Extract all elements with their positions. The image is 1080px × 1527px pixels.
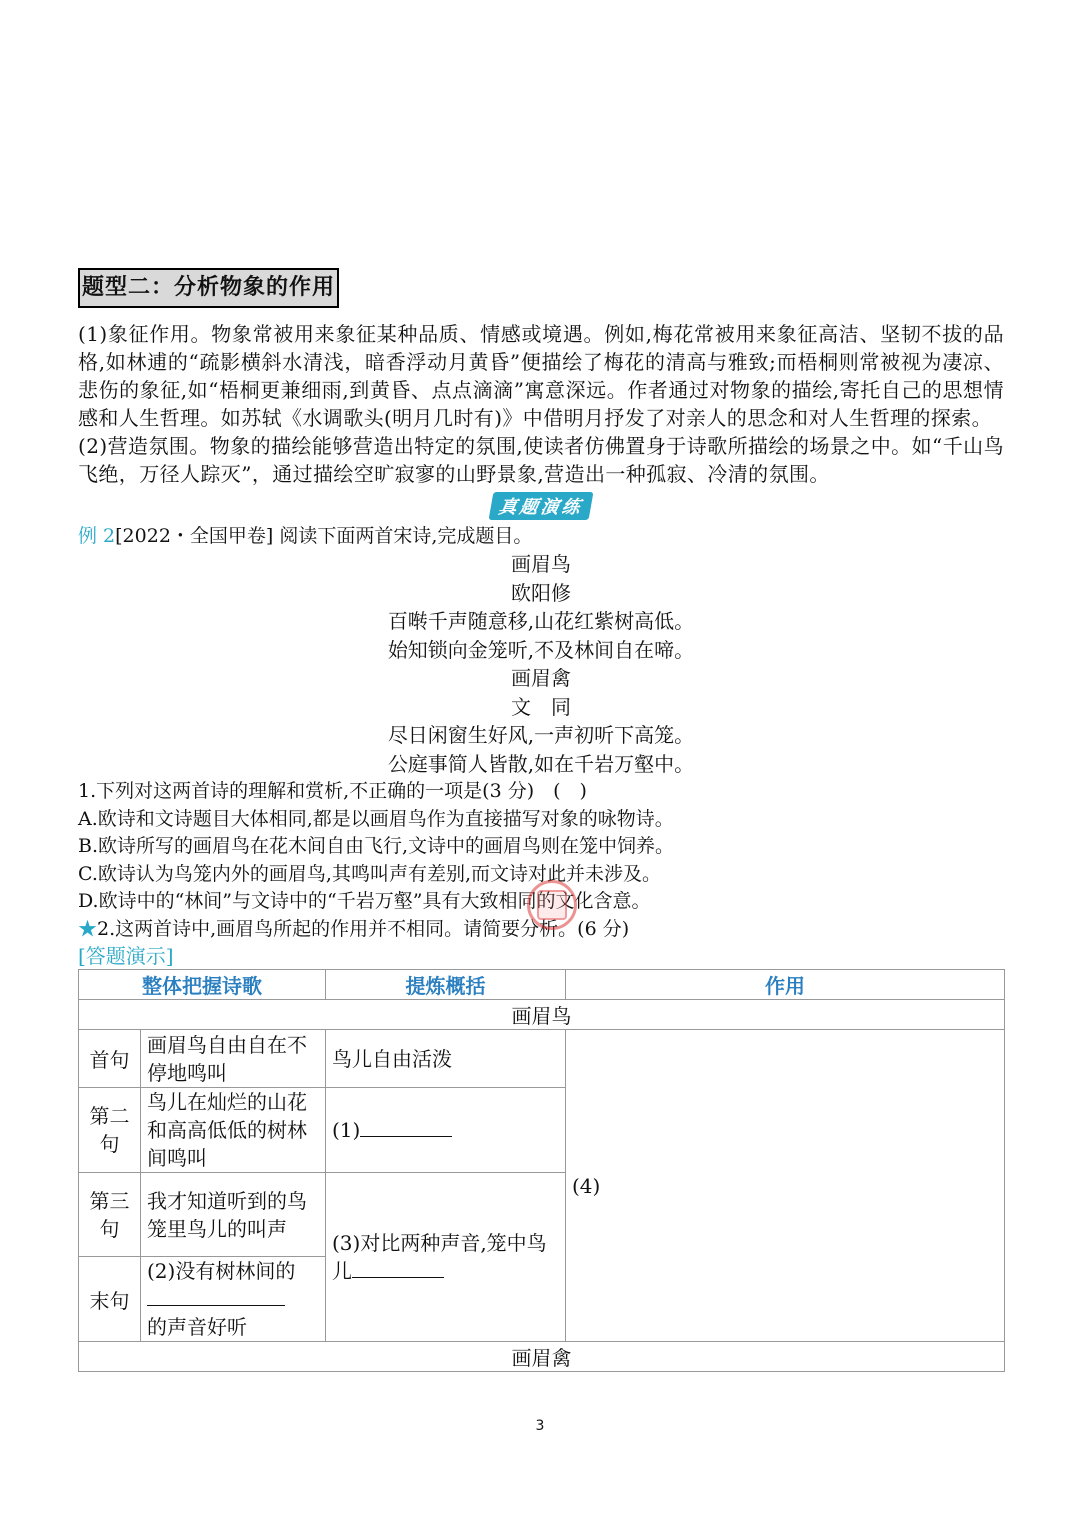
blank-label: (3)对比两种声音,笼中鸟儿	[332, 1231, 547, 1283]
row-summary-blank-3	[326, 1173, 566, 1342]
blank-line	[352, 1259, 444, 1278]
star-icon: ★	[78, 917, 98, 940]
stamp-inner	[537, 890, 567, 920]
row-content: 我才知道听到的鸟笼里鸟儿的叫声	[141, 1173, 326, 1257]
section-title: 题型二：分析物象的作用	[78, 268, 339, 308]
example-heading	[78, 522, 1004, 550]
poem2-title: 画眉禽	[511, 666, 571, 690]
group-heading-huameiqin: 画眉禽	[79, 1342, 1005, 1372]
header-overall: 整体把握诗歌	[79, 970, 326, 1000]
blank-line	[147, 1287, 285, 1306]
effect-cell: (4)	[566, 1030, 1005, 1342]
document-page	[78, 268, 1004, 1372]
paragraph-symbolism: (1)象征作用。物象常被用来象征某种品质、情感或境遇。例如,梅花常被用来象征高洁、坚韧不拔的品格,如林逋的“疏影横斜水清浅，暗香浮动月黄昏”便描绘了梅花的清高与雅致;而梧桐则常被视为凄凉、悲伤的象征,如“梧桐更兼细雨,到黄昏、点点滴滴”寓意深远。作者通过对物象的描绘,寄托自己的思想情感和人生哲理。如苏轼《水调歌头(明月几时有)》中借明月抒发了对亲人的思念和对人生哲理的探索。	[78, 322, 1004, 430]
header-effect: 作用	[566, 970, 1005, 1000]
practice-banner: 真题演练	[489, 492, 594, 520]
poem1-title: 画眉鸟	[511, 552, 571, 576]
header-summary: 提炼概括	[326, 970, 566, 1000]
blank-line	[360, 1118, 452, 1137]
answer-demo-label: [答题演示]	[78, 944, 174, 968]
row-label: 末句	[79, 1257, 141, 1342]
row-content: 鸟儿在灿烂的山花和高高低低的树林间鸣叫	[141, 1088, 326, 1173]
group-heading-huameiniao: 画眉鸟	[79, 1000, 1005, 1030]
example-instruction: 阅读下面两首宋诗,完成题目。	[273, 525, 533, 547]
option-a: A.欧诗和文诗题目大体相同,都是以画眉鸟作为直接描写对象的咏物诗。	[78, 807, 674, 830]
poem2-line1: 尽日闲窗生好风,一声初听下高笼。	[387, 723, 695, 747]
option-c: C.欧诗认为鸟笼内外的画眉鸟,其鸣叫声有差别,而文诗对此并未涉及。	[78, 862, 661, 885]
poem1-author: 欧阳修	[511, 580, 571, 605]
paragraph-atmosphere: (2)营造氛围。物象的描绘能够营造出特定的氛围,使读者仿佛置身于诗歌所描绘的场景之中。如“千山鸟飞绝，万径人踪灭”，通过描绘空旷寂寥的山野景象,营造出一种孤寂、冷清的氛围。	[78, 434, 1004, 486]
poem1-line1: 百啭千声随意移,山花红紫树高低。	[387, 609, 695, 633]
banner-wrap	[78, 492, 1004, 522]
example-source: [2022・全国甲卷]	[115, 525, 274, 547]
row-label: 第三句	[79, 1173, 141, 1257]
poem2-author: 文 同	[511, 694, 571, 719]
row-content-blank-2	[141, 1257, 326, 1342]
poem1-line2: 始知锁向金笼听,不及林间自在啼。	[387, 637, 695, 662]
watermark-stamp-icon	[527, 880, 577, 930]
row-label: 第二句	[79, 1088, 141, 1173]
example-tag: 例 2	[78, 525, 116, 547]
poem2-line2: 公庭事简人皆散,如在千岩万壑中。	[387, 751, 695, 776]
blank-suffix: 的声音好听	[147, 1315, 247, 1339]
question-1: 1.下列对这两首诗的理解和赏析,不正确的一项是(3 分) ( )	[78, 780, 587, 802]
blank-label: (2)没有树林间的	[147, 1259, 296, 1283]
option-d: D.欧诗中的“林间”与文诗中的“千岩万壑”具有大致相同的文化含意。	[78, 890, 651, 912]
row-content: 画眉鸟自由自在不停地鸣叫	[141, 1030, 326, 1088]
option-b: B.欧诗所写的画眉鸟在花木间自由飞行,文诗中的画眉鸟则在笼中饲养。	[78, 835, 675, 857]
blank-label: (1)	[332, 1118, 361, 1142]
row-summary-blank-1	[326, 1088, 566, 1173]
question-2-text: 2.这两首诗中,画眉鸟所起的作用并不相同。请简要分析。(6 分)	[97, 917, 630, 940]
row-label: 首句	[79, 1030, 141, 1088]
page-number: 3	[535, 1418, 545, 1434]
analysis-table	[78, 969, 1005, 1372]
row-summary: 鸟儿自由活泼	[326, 1030, 566, 1088]
